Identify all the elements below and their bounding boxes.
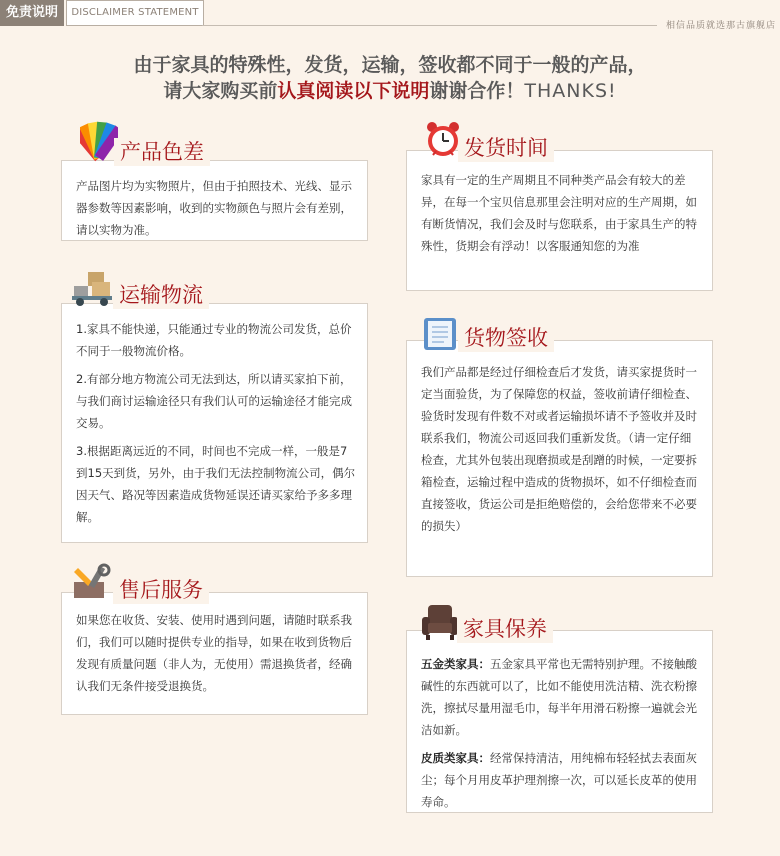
store-slogan: 相信品质就选那古旗舰店 [665, 21, 776, 31]
maintenance-leather [421, 747, 702, 813]
disclaimer-tag-en: DISCLAIMER STATEMENT [66, 0, 204, 26]
intro-line-2-pre: 请大家购买前 [163, 80, 278, 102]
tools-icon [68, 562, 114, 606]
logistics-text [76, 318, 357, 534]
intro-text [0, 52, 780, 104]
after-sales-text: 如果您在收货、安装、使用时遇到问题，请随时联系我们，我们可以随时提供专业的指导，如果在收到货物后发现有质量问题（非人为，无使用）需退换货者，经确认我们无条件接受退换货。 [76, 613, 352, 693]
signing-text: 我们产品都是经过仔细检查后才发货，请买家提货时一定当面验货，为了保障您的权益，签收前请仔细检查、验货时发现有件数不对或者运输损坏请不予签收并及时联系我们，物流公司返回我们重新发货。（请一定仔细检查，尤其外包装出现磨损或是刮蹭的时候，一定要拆箱检查，运输过程中造成的货物损坏，如不仔细检查而直接签收，货运公司是拒绝赔偿的，会给您带来不必要的损失） [421, 365, 697, 533]
card-after-sales [61, 592, 368, 715]
color-difference-text: 产品图片均为实物照片，但由于拍照技术、光线、显示器参数等因素影响，收到的实物颜色与照片会有差别，请以实物为准。 [76, 179, 352, 237]
shipping-time-text: 家具有一定的生产周期且不同种类产品会有较大的差异，在每一个宝贝信息那里会注明对应的生产周期，如有断货情况，我们会及时与您联系，由于家具生产的特殊性，货期会有浮动！以客服通知您的为准 [421, 173, 697, 253]
card-signing [406, 340, 713, 577]
logistics-point-2: 2.有部分地方物流公司无法到达，所以请买家拍下前，与我们商讨运输途径只有我们认可的运输途径才能完成交易。 [76, 372, 352, 430]
color-swatch-icon [80, 118, 118, 166]
card-maintenance [406, 630, 713, 813]
logistics-point-3: 3.根据距离远近的不同，时间也不完成一样，一般是7到15天到货，另外，由于我们无法控制物流公司，偶尔因天气、路况等因素造成货物延误还请买家给予多多理解。 [76, 444, 356, 524]
title-logistics: 运输物流 [113, 281, 209, 309]
maintenance-metal [421, 653, 702, 741]
maintenance-leather-text: 经常保持清洁，用纯棉布轻轻拭去表面灰尘；每个月用皮革护理剂擦一次，可以延长皮革的使用寿命。 [421, 751, 697, 809]
intro-line-2 [0, 78, 780, 104]
alarm-clock-icon [425, 120, 461, 162]
intro-thanks: THANKS! [524, 80, 617, 102]
header-bar [0, 0, 780, 30]
delivery-truck-icon [70, 268, 118, 312]
card-shipping-time [406, 150, 713, 291]
intro-highlight: 认真阅读以下说明 [277, 80, 430, 102]
title-shipping-time: 发货时间 [458, 134, 554, 162]
maintenance-metal-label: 五金类家具： [421, 657, 490, 671]
header-divider [202, 25, 657, 26]
card-logistics [61, 303, 368, 543]
intro-line-1: 由于家具的特殊性，发货，运输，签收都不同于一般的产品， [133, 54, 647, 76]
title-maintenance: 家具保养 [457, 615, 553, 643]
notebook-icon [422, 316, 458, 356]
logistics-point-1: 1.家具不能快递，只能通过专业的物流公司发货，总价不同于一般物流价格。 [76, 322, 352, 358]
title-after-sales: 售后服务 [113, 576, 209, 604]
disclaimer-tag-cn: 免责说明 [0, 0, 64, 26]
title-color-difference: 产品色差 [114, 138, 210, 166]
maintenance-leather-label: 皮质类家具： [421, 751, 490, 765]
maintenance-metal-text: 五金家具平常也无需特别护理。不接触酸碱性的东西就可以了，比如不能使用洗洁精、洗衣粉擦洗，擦拭尽量用湿毛巾，每半年用滑石粉擦一遍就会光洁如新。 [421, 657, 697, 737]
intro-line-2-post: 谢谢合作！ [429, 80, 525, 102]
maintenance-text [421, 653, 702, 819]
armchair-icon [420, 603, 460, 645]
title-signing: 货物签收 [458, 324, 554, 352]
card-color-difference [61, 160, 368, 241]
